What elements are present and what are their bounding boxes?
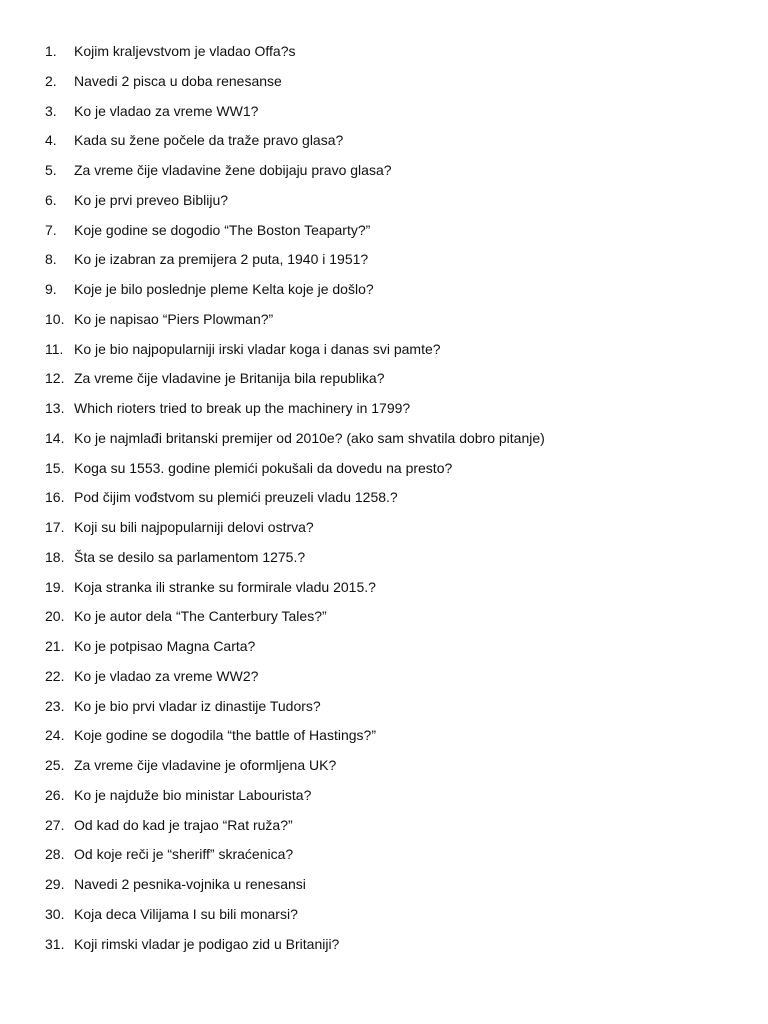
question-number: 23.: [45, 697, 65, 714]
question-item: [45, 844, 745, 874]
question-item: [45, 101, 745, 131]
question-number: 21.: [45, 638, 65, 654]
question-text: Koji rimski vladar je podigao zid u Britaniji?: [74, 935, 340, 952]
question-number: 14.: [45, 429, 65, 446]
question-item: [45, 934, 745, 964]
question-text: Ko je vladao za vreme WW2?: [74, 667, 259, 684]
question-item: [45, 517, 745, 547]
question-text: Ko je najduže bio ministar Labourista?: [74, 786, 312, 803]
question-text: Ko je potpisao Magna Carta?: [74, 638, 256, 654]
question-text: Koje je bilo poslednje pleme Kelta koje je došlo?: [74, 281, 374, 297]
question-item: [45, 160, 745, 190]
question-text: Ko je napisao “Piers Plowman?”: [74, 310, 274, 327]
question-item: [45, 309, 745, 339]
question-text: Ko je vladao za vreme WW1?: [74, 102, 259, 119]
question-text: Ko je najmlađi britanski premijer od 2010e? (ako sam shvatila dobro pitanje): [74, 429, 545, 446]
question-number: 4.: [45, 132, 57, 149]
question-text: Kojim kraljevstvom je vladao Offa?s: [74, 43, 296, 59]
question-item: [45, 904, 745, 934]
question-text: Ko je prvi preveo Bibliju?: [74, 191, 229, 208]
question-number: 6.: [45, 191, 57, 208]
question-item: [45, 190, 745, 220]
question-text: Ko je izabran za premijera 2 puta, 1940 i 1951?: [74, 251, 369, 268]
question-item: [45, 547, 745, 577]
question-item: [45, 428, 745, 458]
question-list: [45, 41, 745, 963]
question-text: Ko je bio najpopularniji irski vladar koga i danas svi pamte?: [74, 340, 441, 357]
question-text: Pod čijim vođstvom su plemići preuzeli vladu 1258.?: [74, 489, 398, 506]
question-text: Koja deca Vilijama I su bili monarsi?: [74, 905, 298, 922]
question-number: 5.: [45, 162, 57, 178]
question-text: Ko je autor dela “The Canterbury Tales?”: [74, 608, 327, 625]
question-text: Za vreme čije vladavine žene dobijaju pravo glasa?: [74, 162, 392, 178]
question-number: 20.: [45, 608, 65, 625]
question-item: [45, 249, 745, 279]
question-item: [45, 577, 745, 607]
question-item: [45, 666, 745, 696]
question-number: 25.: [45, 757, 65, 773]
question-item: [45, 368, 745, 398]
question-number: 15.: [45, 459, 65, 476]
question-number: 3.: [45, 102, 57, 119]
question-number: 19.: [45, 578, 65, 595]
question-number: 30.: [45, 905, 65, 922]
question-text: Navedi 2 pesnika-vojnika u renesansi: [74, 876, 306, 892]
question-number: 31.: [45, 935, 65, 952]
question-item: [45, 785, 745, 815]
question-number: 8.: [45, 251, 57, 268]
question-text: Šta se desilo sa parlamentom 1275.?: [74, 548, 306, 565]
question-item: [45, 815, 745, 845]
question-item: [45, 71, 745, 101]
question-number: 9.: [45, 281, 57, 297]
question-item: [45, 398, 745, 428]
question-item: [45, 41, 745, 71]
question-text: Koje godine se dogodio “The Boston Teaparty?”: [74, 221, 371, 238]
question-number: 22.: [45, 667, 65, 684]
question-item: [45, 339, 745, 369]
question-number: 17.: [45, 519, 65, 535]
question-number: 24.: [45, 727, 65, 744]
question-text: Navedi 2 pisca u doba renesanse: [74, 72, 282, 89]
question-number: 27.: [45, 816, 65, 833]
question-number: 29.: [45, 876, 65, 892]
question-item: [45, 220, 745, 250]
question-number: 26.: [45, 786, 65, 803]
question-number: 10.: [45, 310, 65, 327]
question-text: Koga su 1553. godine plemići pokušali da dovedu na presto?: [74, 459, 453, 476]
question-number: 16.: [45, 489, 65, 506]
question-text: Za vreme čije vladavine je Britanija bila republika?: [74, 370, 385, 387]
question-number: 2.: [45, 72, 57, 89]
question-number: 18.: [45, 548, 65, 565]
question-number: 7.: [45, 221, 57, 238]
question-item: [45, 696, 745, 726]
question-text: Koja stranka ili stranke su formirale vladu 2015.?: [74, 578, 376, 595]
question-item: [45, 487, 745, 517]
question-text: Od kad do kad je trajao “Rat ruža?”: [74, 816, 293, 833]
question-item: [45, 725, 745, 755]
question-number: 12.: [45, 370, 65, 387]
question-number: 11.: [45, 340, 64, 357]
question-item: [45, 874, 745, 904]
question-number: 13.: [45, 400, 65, 416]
question-text: Ko je bio prvi vladar iz dinastije Tudors?: [74, 697, 321, 714]
question-item: [45, 279, 745, 309]
question-text: Which rioters tried to break up the machinery in 1799?: [74, 400, 411, 416]
question-number: 1.: [45, 43, 57, 59]
question-item: [45, 130, 745, 160]
question-item: [45, 458, 745, 488]
question-text: Od koje reči je “sheriff” skraćenica?: [74, 846, 294, 863]
question-item: [45, 606, 745, 636]
question-item: [45, 636, 745, 666]
question-item: [45, 755, 745, 785]
question-text: Za vreme čije vladavine je oformljena UK?: [74, 757, 337, 773]
question-text: Kada su žene počele da traže pravo glasa?: [74, 132, 344, 149]
question-text: Koje godine se dogodila “the battle of Hastings?”: [74, 727, 376, 744]
question-text: Koji su bili najpopularniji delovi ostrva?: [74, 519, 314, 535]
question-number: 28.: [45, 846, 65, 863]
